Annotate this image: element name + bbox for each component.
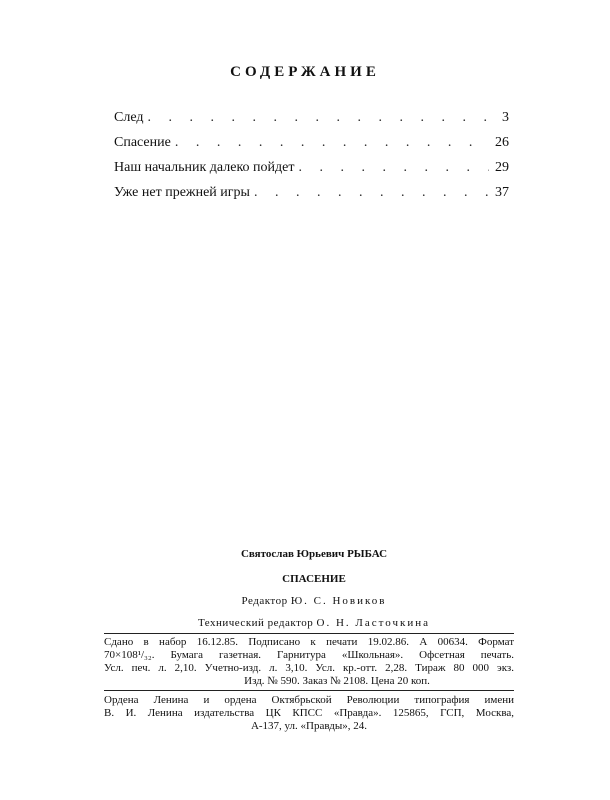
editor-credit bbox=[114, 595, 514, 608]
divider-top bbox=[104, 633, 514, 634]
editor-name: Ю. С. Новиков bbox=[290, 595, 387, 607]
toc-entry-page: 26 bbox=[495, 135, 509, 150]
publication-detail-line: Сдано в набор 16.12.85. Подписано к печати 19.02.86. А 00634. Формат bbox=[104, 636, 514, 648]
toc-entry-page: 29 bbox=[495, 160, 509, 175]
tech-editor-role: Технический редактор bbox=[197, 617, 314, 629]
toc-entry-label: След bbox=[114, 110, 144, 125]
author-name: Святослав Юрьевич РЫБАС bbox=[240, 548, 388, 560]
toc-entry-page: 37 bbox=[495, 185, 509, 200]
toc-entry-label: Наш начальник далеко пойдет bbox=[114, 160, 295, 175]
toc-entry[interactable] bbox=[114, 185, 509, 210]
tech-editor-credit bbox=[114, 617, 514, 630]
publication-detail-line: Усл. печ. л. 2,10. Учетно-изд. л. 3,10. Усл. кр.-отт. 2,28. Тираж 80 000 экз. bbox=[104, 662, 514, 674]
toc-leader-dots bbox=[175, 135, 489, 151]
toc-leader-dots bbox=[298, 160, 489, 176]
toc-entry-label: Спасение bbox=[114, 135, 171, 150]
toc-title: СОДЕРЖАНИЕ bbox=[230, 64, 380, 80]
toc-leader-dots bbox=[254, 185, 489, 201]
printer-line: В. И. Ленина издательства ЦК КПСС «Правда». 125865, ГСП, Москва, bbox=[104, 707, 514, 719]
imprint-block bbox=[104, 548, 514, 733]
printer-info bbox=[104, 694, 514, 733]
printer-line: Ордена Ленина и ордена Октябрьской Революции типография имени bbox=[104, 694, 514, 706]
toc-entry[interactable] bbox=[114, 160, 509, 185]
toc-entry-page: 3 bbox=[502, 110, 509, 125]
divider-bottom bbox=[104, 690, 514, 691]
toc-entry-label: Уже нет прежней игры bbox=[114, 185, 250, 200]
tech-editor-name: О. Н. Ласточкина bbox=[316, 617, 431, 629]
printer-line: А-137, ул. «Правды», 24. bbox=[250, 720, 368, 732]
toc-entry[interactable] bbox=[114, 110, 509, 135]
editor-role: Редактор bbox=[241, 595, 288, 607]
table-of-contents bbox=[114, 110, 509, 210]
toc-entry[interactable] bbox=[114, 135, 509, 160]
publication-detail-line: Изд. № 590. Заказ № 2108. Цена 20 коп. bbox=[244, 675, 430, 687]
toc-leader-dots bbox=[147, 110, 489, 126]
book-title: СПАСЕНИЕ bbox=[282, 573, 346, 585]
publication-detail-line: 70×108¹/₃₂. Бумага газетная. Гарнитура «Школьная». Офсетная печать. bbox=[104, 649, 514, 661]
